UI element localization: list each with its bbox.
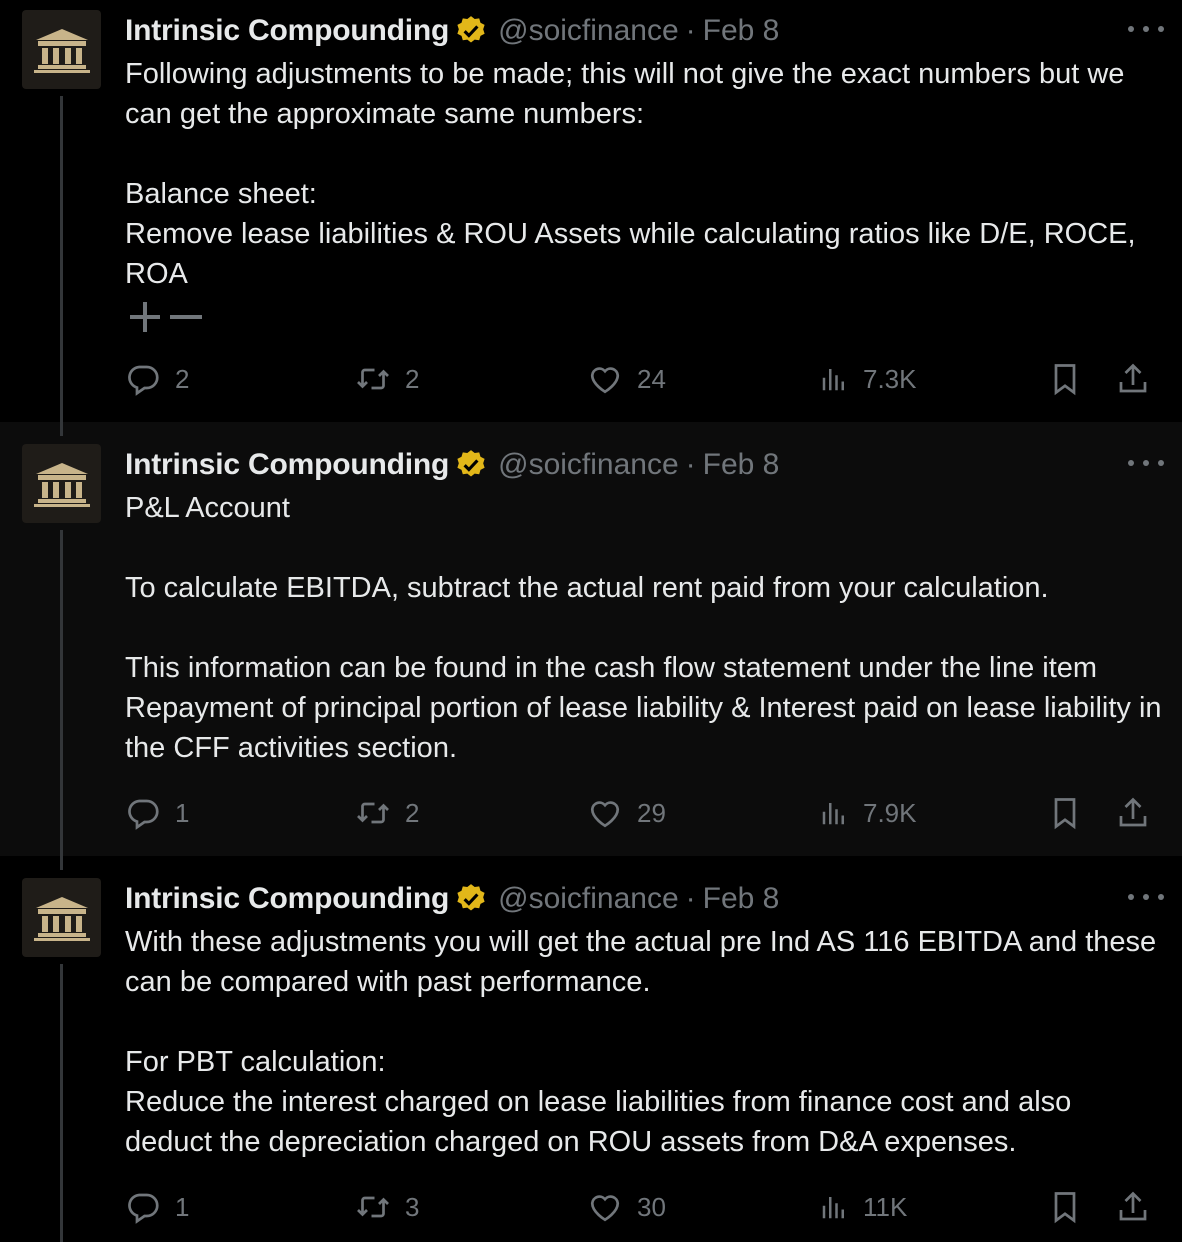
text-line: To calculate EBITDA, subtract the actual rent paid from your calculation. bbox=[125, 572, 1049, 604]
retweet-button[interactable] bbox=[355, 793, 419, 833]
text-line: P&L Account bbox=[125, 492, 290, 524]
retweet-count: 2 bbox=[405, 797, 420, 828]
display-name[interactable]: Intrinsic Compounding bbox=[125, 448, 450, 481]
bookmark-icon bbox=[1047, 1189, 1083, 1225]
reply-count: 1 bbox=[175, 1191, 190, 1222]
separator: · bbox=[685, 14, 696, 47]
temple-logo-icon bbox=[30, 894, 94, 942]
view-count: 7.3K bbox=[863, 363, 917, 394]
handle[interactable]: @soicfinance bbox=[498, 882, 679, 915]
tweet-actions bbox=[125, 793, 1165, 833]
view-count: 11K bbox=[863, 1191, 908, 1222]
text-line: Balance sheet: bbox=[125, 178, 317, 210]
verified-badge-icon[interactable] bbox=[454, 14, 488, 48]
thread-line bbox=[60, 964, 63, 1242]
views-button[interactable] bbox=[819, 793, 917, 833]
retweet-count: 3 bbox=[405, 1191, 420, 1222]
separator: · bbox=[685, 448, 696, 481]
handle[interactable]: @soicfinance bbox=[498, 14, 679, 47]
more-icon[interactable] bbox=[1128, 882, 1164, 912]
more-icon[interactable] bbox=[1128, 14, 1164, 44]
retweet-icon bbox=[355, 795, 391, 831]
reply-icon bbox=[125, 795, 161, 831]
share-button[interactable] bbox=[1115, 793, 1151, 833]
tweet-1[interactable] bbox=[0, 0, 1182, 422]
views-icon bbox=[819, 1192, 849, 1222]
timestamp[interactable]: Feb 8 bbox=[702, 882, 780, 915]
tweet-actions bbox=[125, 359, 1165, 399]
reply-icon bbox=[125, 361, 161, 397]
retweet-count: 2 bbox=[405, 363, 420, 394]
display-name[interactable]: Intrinsic Compounding bbox=[125, 14, 450, 47]
share-button[interactable] bbox=[1115, 1187, 1151, 1227]
timestamp[interactable]: Feb 8 bbox=[702, 448, 780, 481]
reply-count: 1 bbox=[175, 797, 190, 828]
tweet-header bbox=[125, 12, 779, 50]
temple-logo-icon bbox=[30, 26, 94, 74]
text-line: Reduce the interest charged on lease liabilities from finance cost and also deduct the depreciation charged on ROU assets from D&A expenses. bbox=[125, 1086, 1072, 1158]
avatar[interactable] bbox=[22, 878, 101, 957]
handle[interactable]: @soicfinance bbox=[498, 448, 679, 481]
temple-logo-icon bbox=[30, 460, 94, 508]
view-count: 7.9K bbox=[863, 797, 917, 828]
like-icon bbox=[587, 361, 623, 397]
bookmark-button[interactable] bbox=[1047, 793, 1083, 833]
retweet-icon bbox=[355, 1189, 391, 1225]
like-button[interactable] bbox=[587, 359, 666, 399]
verified-badge-icon[interactable] bbox=[454, 882, 488, 916]
tweet-actions bbox=[125, 1187, 1165, 1227]
views-icon bbox=[819, 798, 849, 828]
retweet-button[interactable] bbox=[355, 1187, 419, 1227]
bookmark-icon bbox=[1047, 361, 1083, 397]
retweet-icon bbox=[355, 361, 391, 397]
like-button[interactable] bbox=[587, 1187, 666, 1227]
text-line: Following adjustments to be made; this will not give the exact numbers but we can get the approximate same numbers: bbox=[125, 58, 1125, 130]
share-icon bbox=[1115, 361, 1151, 397]
bookmark-icon bbox=[1047, 795, 1083, 831]
tweet-text bbox=[125, 54, 1165, 294]
reply-button[interactable] bbox=[125, 359, 189, 399]
like-button[interactable] bbox=[587, 793, 666, 833]
reply-icon bbox=[125, 1189, 161, 1225]
views-button[interactable] bbox=[819, 1187, 907, 1227]
like-count: 24 bbox=[637, 363, 666, 394]
tweet-2[interactable] bbox=[0, 422, 1182, 856]
text-line: With these adjustments you will get the actual pre Ind AS 116 EBITDA and these can be compared with past performance. bbox=[125, 926, 1157, 998]
text-line bbox=[125, 608, 1165, 648]
tweet-text bbox=[125, 922, 1165, 1162]
text-line bbox=[125, 1002, 1165, 1042]
avatar[interactable] bbox=[22, 10, 101, 89]
more-icon[interactable] bbox=[1128, 448, 1164, 478]
tweet-text bbox=[125, 488, 1165, 768]
tweet-header bbox=[125, 880, 779, 918]
bookmark-button[interactable] bbox=[1047, 359, 1083, 399]
text-line bbox=[125, 528, 1165, 568]
retweet-button[interactable] bbox=[355, 359, 419, 399]
plus-minus-icon bbox=[128, 300, 204, 334]
text-line: This information can be found in the cash flow statement under the line item Repayment of principal portion of lease liability & Interest paid on lease liability in the CFF activities section. bbox=[125, 652, 1162, 764]
timestamp[interactable]: Feb 8 bbox=[702, 14, 780, 47]
display-name[interactable]: Intrinsic Compounding bbox=[125, 882, 450, 915]
verified-badge-icon[interactable] bbox=[454, 448, 488, 482]
share-button[interactable] bbox=[1115, 359, 1151, 399]
views-button[interactable] bbox=[819, 359, 917, 399]
separator: · bbox=[685, 882, 696, 915]
like-count: 29 bbox=[637, 797, 666, 828]
bookmark-button[interactable] bbox=[1047, 1187, 1083, 1227]
text-line: Remove lease liabilities & ROU Assets while calculating ratios like D/E, ROCE, ROA bbox=[125, 218, 1136, 290]
thread-line bbox=[60, 422, 63, 436]
reply-button[interactable] bbox=[125, 793, 189, 833]
share-icon bbox=[1115, 1189, 1151, 1225]
tweet-header bbox=[125, 446, 779, 484]
share-icon bbox=[1115, 795, 1151, 831]
reply-button[interactable] bbox=[125, 1187, 189, 1227]
avatar[interactable] bbox=[22, 444, 101, 523]
like-icon bbox=[587, 1189, 623, 1225]
text-line bbox=[125, 134, 1165, 174]
thread-line bbox=[60, 530, 63, 856]
like-icon bbox=[587, 795, 623, 831]
text-line: For PBT calculation: bbox=[125, 1046, 386, 1078]
thread-line bbox=[60, 96, 63, 422]
reply-count: 2 bbox=[175, 363, 190, 394]
tweet-3[interactable] bbox=[0, 856, 1182, 1242]
thread-line bbox=[60, 856, 63, 870]
views-icon bbox=[819, 364, 849, 394]
like-count: 30 bbox=[637, 1191, 666, 1222]
